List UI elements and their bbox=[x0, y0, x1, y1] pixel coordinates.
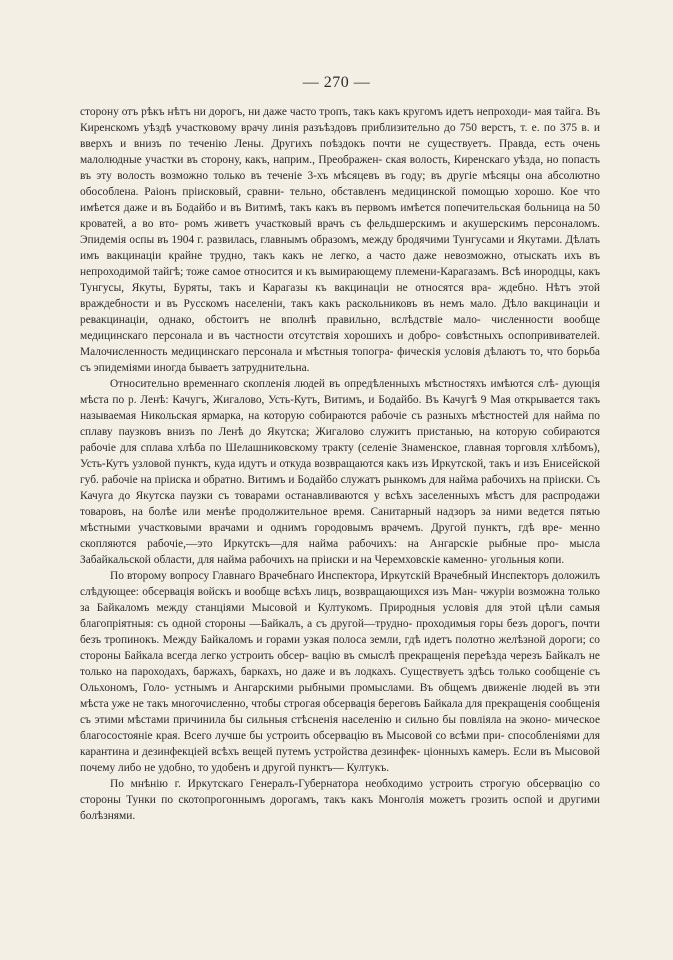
paragraph-3: По второму вопросу Главнаго Врачебнаго Инспектора, Иркутскій Врачебный Инспекторъ доложилъ слѣдующее: обсервація войскъ и вообще всѣхъ лицъ, возвращающихся изъ Ман- чжуріи возможна только за Байкаломъ между станціями Мысовой и Култукомъ. Природныя условія для этой цѣли самыя благопріятныя: съ одной стороны —Байкалъ, а съ другой—трудно- проходимыя горы безъ дорогъ, почти безъ тропинокъ. Между Байкаломъ и горами узкая полоса земли, гдѣ идетъ полотно желѣзной дороги; со стороны Байкала всегда легко устроить обсер- вацію въ смыслѣ прекращенія переѣзда черезъ Байкалъ не только на пароходахъ, баржахъ, баркахъ, но даже и въ лодкахъ. Существуетъ здѣсь только сообщеніе съ Ольхономъ, Голо- устнымъ и Ангарскими рыбными промыслами. Въ общемъ движеніе людей въ эти мѣста уже не такъ многочисленно, чтобы строгая обсервація береговъ Байкала для прекращенія сообщенія съ этими мѣстами причинила бы сильныя стѣсненія населенію и сильно бы повліяла на эконо- мическое благосостояніе края. Всего лучше бы устроить обсервацію въ Мысовой со всѣми при- способленіями для карантина и дезинфекціей всѣхъ вещей путемъ устройства дезинфек- ціонныхъ камеръ. Если въ Мысовой почему либо не удобно, то удобенъ и другой пунктъ— Култукъ. bbox=[80, 570, 600, 774]
page-number: — 270 — bbox=[302, 74, 371, 91]
paragraph-1: сторону отъ рѣкъ нѣтъ ни дорогъ, ни даже часто тропъ, такъ какъ кругомъ идетъ непроходи- мая тайга. Въ Киренскомъ уѣздѣ участковому врачу линія разъѣздовъ приблизительно до 750 верстъ, т. е. по 375 в. и вверхъ и внизъ по теченію Лены. Другихъ поѣздокъ почти не существуетъ. Правда, есть очень малолюдные участки въ сторону, какъ, наприм., Преображен- ская волость, Киренскаго уѣзда, но попасть въ эту волость возможно только въ теченіе 3-хъ мѣсяцевъ въ году; въ другіе мѣсяцы она абсолютно обособлена. Раіонъ пріисковый, сравни- тельно, обставленъ медицинской помощью хорошо. Кое что имѣется даже и въ Бодайбо и въ Витимѣ, такъ какъ въ первомъ имѣется попечительская больница на 50 кроватей, а во вто- ромъ живетъ участковый врачъ съ фельдшерскимъ и акушерскимъ персоналомъ. Эпидемія оспы въ 1904 г. развилась, главнымъ образомъ, между бродячими Тунгусами и Якутами. Дѣлать имъ вакцинаціи крайне трудно, такъ какъ не легко, а часто даже невозможно, отыскать ихъ въ непроходимой тайгѣ; тоже самое относится и къ вымирающему племени-Карагазамъ. Всѣ инородцы, какъ Тунгусы, Якуты, Буряты, такъ и Карагазы къ вакцинаціи не относятся вра- ждебно. Нѣтъ этой враждебности и въ Русскомъ населеніи, такъ какъ раскольниковъ въ немъ мало. Дѣло вакцинаціи и ревакцинаціи, однако, обстоитъ не вполнѣ правильно, вслѣдствіе мало- численности вообще медицинскаго персонала и въ частности отсутствія хорошихъ и добро- совѣстныхъ оспопрививателей. Малочисленность медицинскаго персонала и мѣстныя топогра- фическія условія дѣлаютъ то, что борьба съ эпидеміями иногда бываетъ затруднительна. bbox=[80, 106, 600, 374]
paragraph-2: Относительно временнаго скопленія людей въ опредѣленныхъ мѣстностяхъ имѣются слѣ- дующія мѣста по р. Ленѣ: Качугъ, Жигалово, Усть-Кутъ, Витимъ, и Бодайбо. Въ Качугѣ 9 Мая открывается такъ называемая Никольская ярмарка, на которую собираются рабочіе съ разныхъ мѣстностей для найма по сплаву паузковъ внизъ по Ленѣ до Якутска; Жигалово служитъ пристанью, на которую собираются рабочіе для сплава хлѣба по Шелашниковскому тракту (селеніе Знаменское, главная торговля хлѣбомъ), Усть-Кутъ узловой пунктъ, куда идутъ и откуда возвращаются какъ изъ Иркутской, такъ и изъ Енисейской губ. рабочіе на пріиска и обратно. Витимъ и Бодайбо служатъ рынкомъ для найма рабочихъ на пріиски. Съ Качуга до Якутска паузки съ товарами останавливаются у всѣхъ заселенныхъ мѣстъ для распродажи товаровъ, на болѣе или менѣе продолжительное время. Санитарный надзоръ за ними ведется пятью мѣстными участковыми врачами и однимъ городовымъ врачемъ. Другой пунктъ, гдѣ вре- менно скопляются рабочіе,—это Иркутскъ—для найма рабочихъ: на Ангарскіе рыбные про- мысла Забайкальской области, для найма рабочихъ на пріиски и на Черемховскіе каменно- угольныя копи. bbox=[80, 378, 600, 566]
paragraph-4: По мнѣнію г. Иркутскаго Генералъ-Губернатора необходимо устроить строгую обсервацію со стороны Тунки по скотопрогоннымъ дорогамъ, такъ какъ Монголія можетъ грозить оспой и другими болѣзнями. bbox=[80, 778, 600, 822]
body-text bbox=[80, 104, 600, 824]
